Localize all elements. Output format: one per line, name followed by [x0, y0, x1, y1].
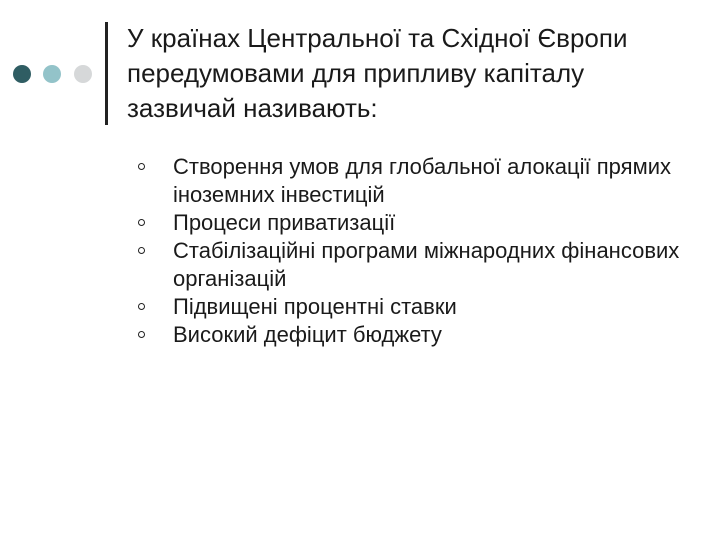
hollow-circle-bullet-icon: [138, 247, 145, 254]
bullet-item-stabilization: [138, 237, 698, 293]
hollow-circle-bullet-icon: [138, 331, 145, 338]
hollow-circle-bullet-icon: [138, 303, 145, 310]
hollow-circle-bullet-icon: [138, 219, 145, 226]
light-dot-icon: [74, 65, 92, 83]
bullet-item-interest-rates: [138, 293, 698, 321]
dark-dot-icon: [13, 65, 31, 83]
title-divider: [105, 22, 108, 125]
bullet-text: Створення умов для глобальної алокації прямих іноземних інвестицій: [173, 154, 671, 207]
bullet-item-global-allocation: [138, 153, 698, 209]
bullet-text: Підвищені процентні ставки: [173, 294, 457, 319]
hollow-circle-bullet-icon: [138, 163, 145, 170]
bullet-list: [138, 153, 698, 349]
teal-dot-icon: [43, 65, 61, 83]
bullet-text: Високий дефіцит бюджету: [173, 322, 442, 347]
bullet-item-budget-deficit: [138, 321, 698, 349]
slide-title: У країнах Центральної та Східної Європи передумовами для припливу капіталу зазвичай називають:: [127, 23, 628, 123]
three-dots-decoration-icon: [13, 65, 93, 83]
bullet-text: Стабілізаційні програми міжнародних фінансових організацій: [173, 238, 680, 291]
bullet-text: Процеси приватизації: [173, 210, 396, 235]
bullet-item-privatization: [138, 209, 698, 237]
